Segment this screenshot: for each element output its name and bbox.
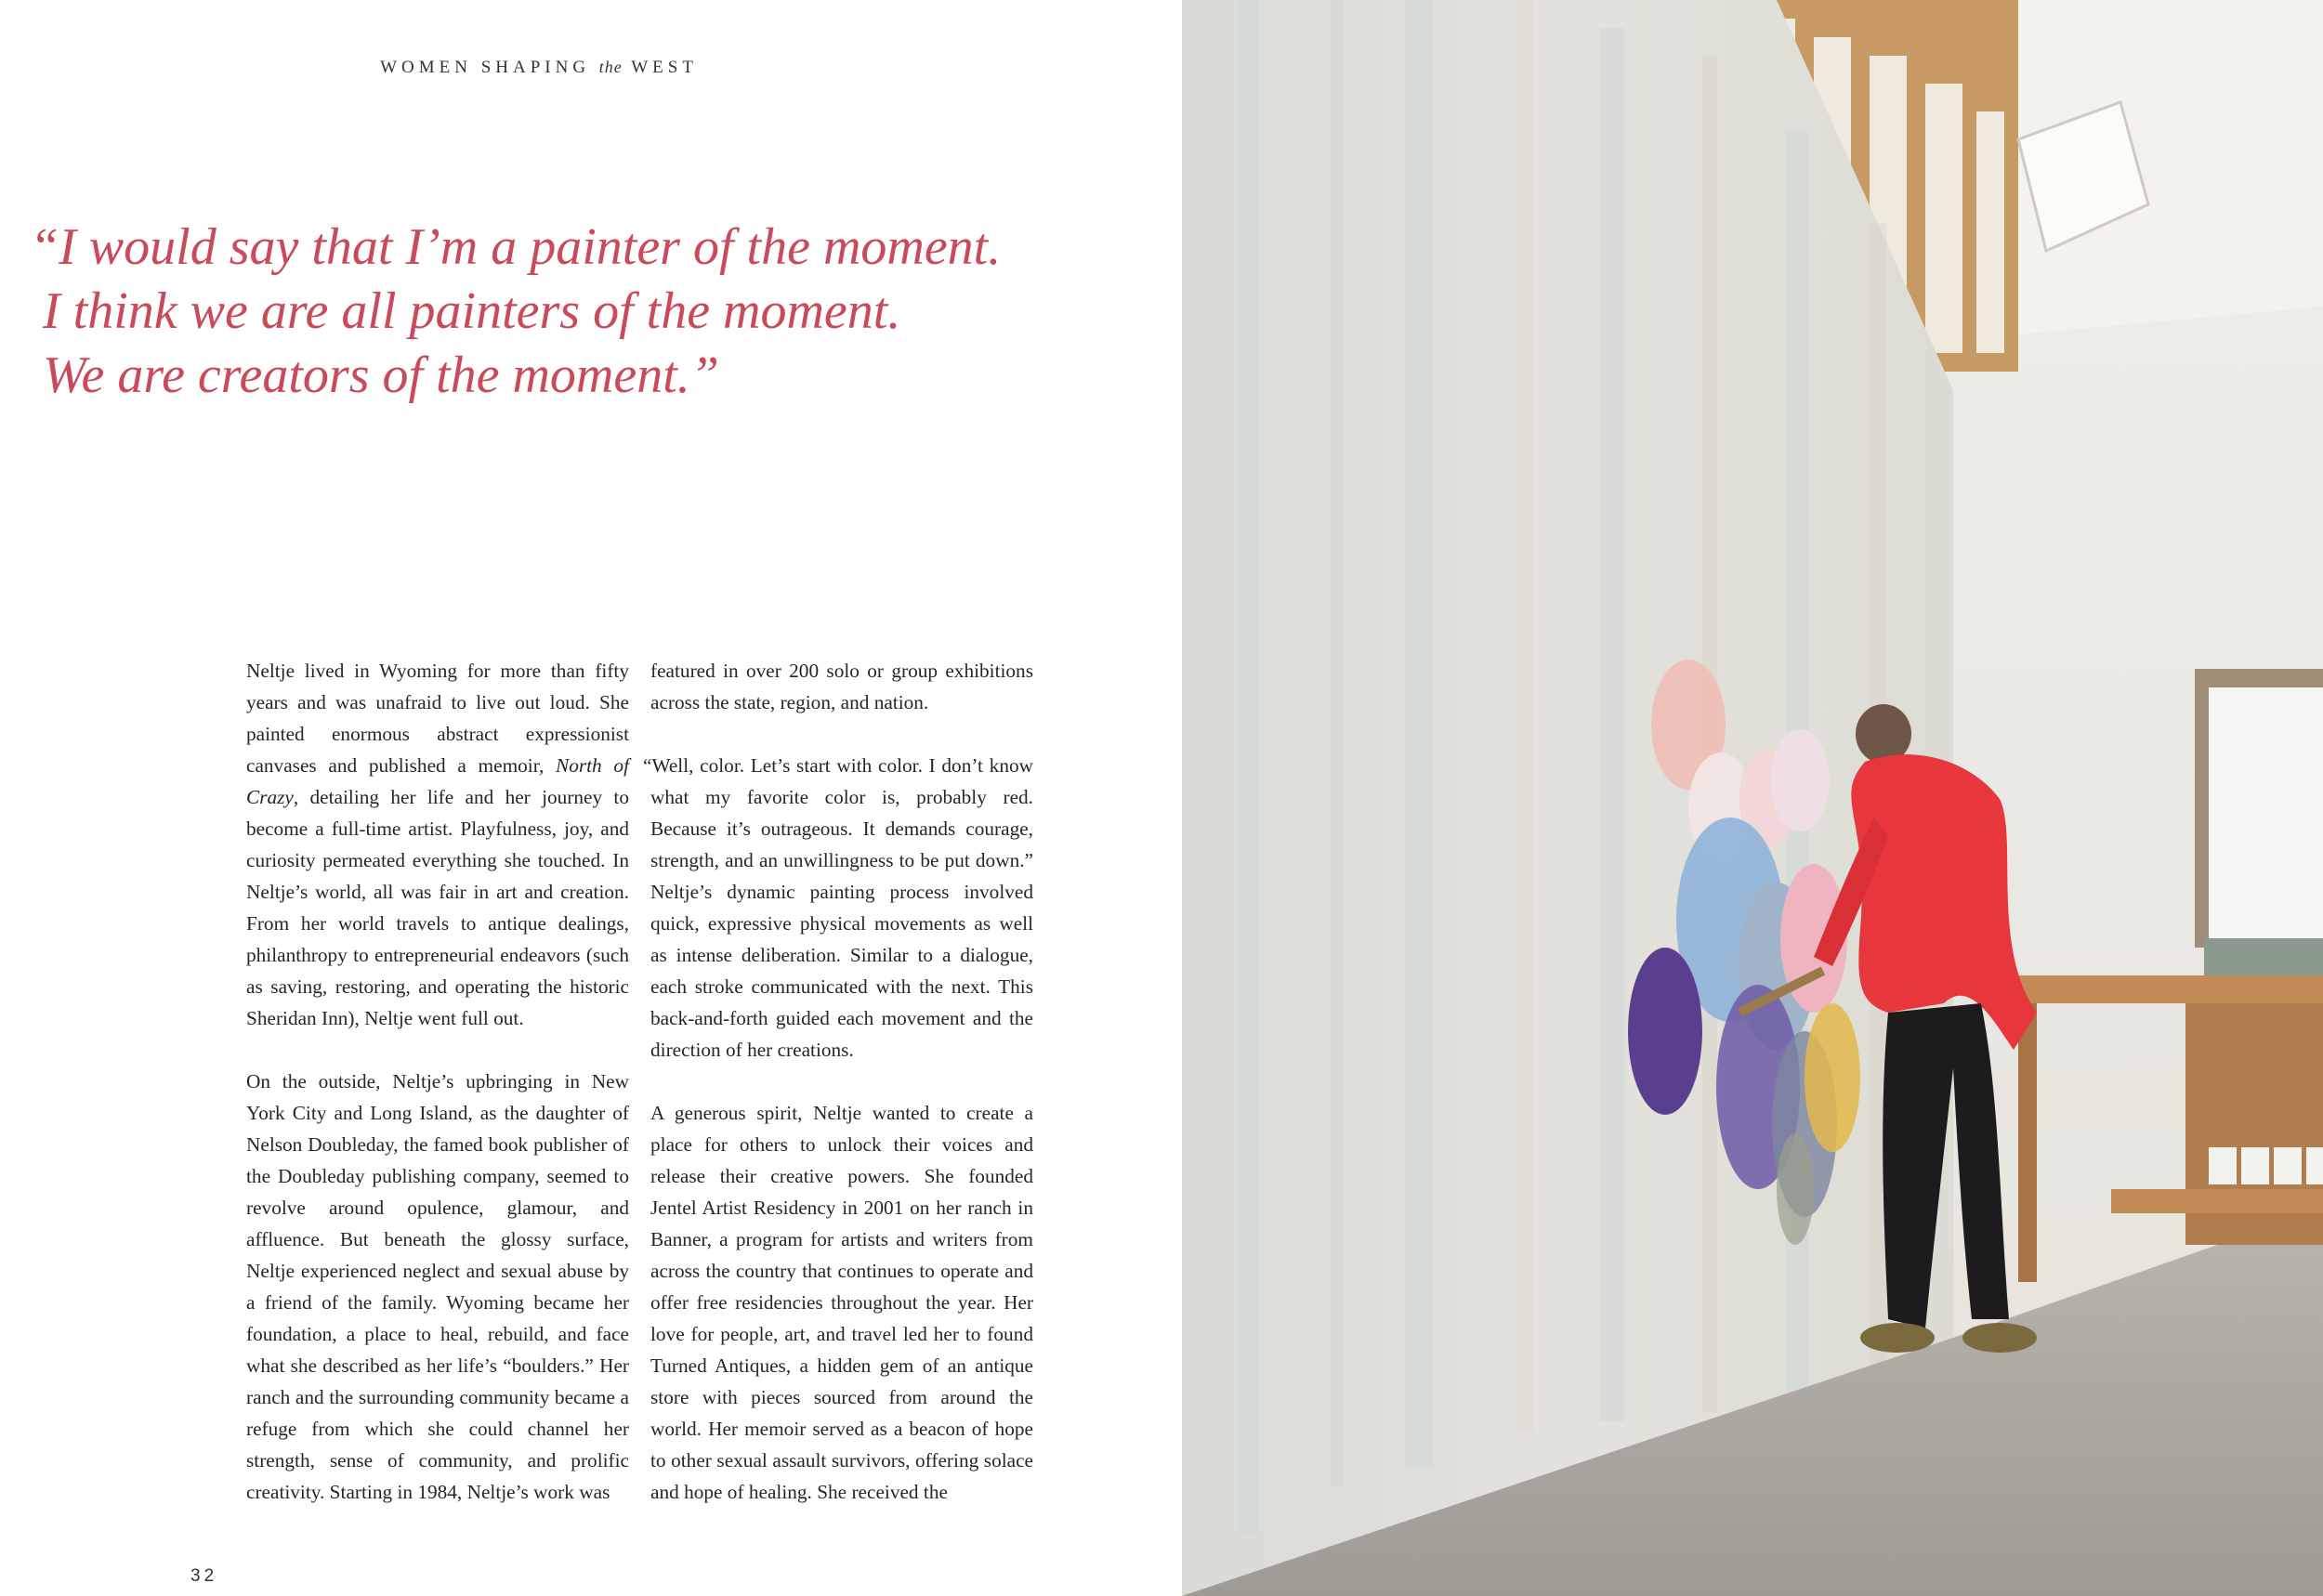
running-head-after: WEST <box>631 58 698 77</box>
photo-illustration <box>1182 0 2323 1596</box>
body-column-left <box>246 655 629 1539</box>
body-paragraph: “Well, color. Let’s start with color. I don’t know what my favorite color is, probably red. Because it’s outrageous. It demands courage, strength, and an unwillingness to be put down.” Neltje’s dynamic painting process involved quick, expressive physical movements as well as intense deliberation. Similar to a dialogue, each stroke communicated with the next. This back-and-forth guided each movement and the direction of her creations. <box>643 754 1033 1061</box>
body-paragraph: featured in over 200 solo or group exhibitions across the state, region, and nation. <box>650 660 1033 713</box>
pull-quote-line: I think we are all painters of the moment. <box>43 282 901 340</box>
body-paragraph: A generous spirit, Neltje wanted to create a place for others to unlock their voices and release their creative powers. She founded Jentel Artist Residency in 2001 on her ranch in Banner, a program for artists and writers from across the country that continues to operate and offer free residencies throughout the year. Her love for people, art, and travel led her to found Turned Antiques, a hidden gem of an antique store with pieces sourced from around the world. Her memoir served as a beacon of hope to other sexual assault survivors, offering solace and hope of healing. She received the <box>650 1102 1033 1503</box>
pull-quote <box>30 216 1145 408</box>
book-title: North of Crazy <box>246 754 629 808</box>
page-number: 32 <box>190 1566 218 1586</box>
studio-photograph <box>1182 0 2323 1596</box>
running-head <box>0 58 1078 78</box>
large-canvas <box>1182 0 1953 1596</box>
running-head-before: WOMEN SHAPING <box>380 58 591 77</box>
body-paragraph: On the outside, Neltje’s upbringing in New York City and Long Island, as the daughter of Nelson Doubleday, the famed book publisher of the Doubleday publishing company, seemed to revolve around opulence, glamour, and affluence. But beneath the glossy surface, Neltje experienced neglect and sexual abuse by a friend of the family. Wyoming became her foundation, a place to heal, rebuild, and face what she described as her life’s “boulders.” Her ranch and the surrounding community became a refuge from which she could channel her strength, sense of community, and prolific creativity. Starting in 1984, Neltje’s work was <box>246 1070 629 1503</box>
pull-quote-line: “I would say that I’m a painter of the moment. <box>30 218 1002 276</box>
paragraph-text: , detailing her life and her journey to become a full-time artist. Playfulness, joy, and curiosity permeated everything she touched. In Neltje’s world, all was fair in art and creation. From her world travels to antique dealings, philanthropy to entrepreneurial endeavors (such as saving, restoring, and operating the historic Sheridan Inn), Neltje went full out. <box>246 786 629 1029</box>
running-head-the: the <box>598 58 623 76</box>
body-paragraph <box>246 655 629 1034</box>
window-pane <box>2209 687 2323 938</box>
paragraph-text: Neltje lived in Wyoming for more than fifty years and was unafraid to live out loud. She painted enormous abstract expressionist canvases and published a memoir, <box>246 660 629 777</box>
body-column-right <box>643 655 1033 1539</box>
pull-quote-line: We are creators of the moment.” <box>43 347 719 404</box>
